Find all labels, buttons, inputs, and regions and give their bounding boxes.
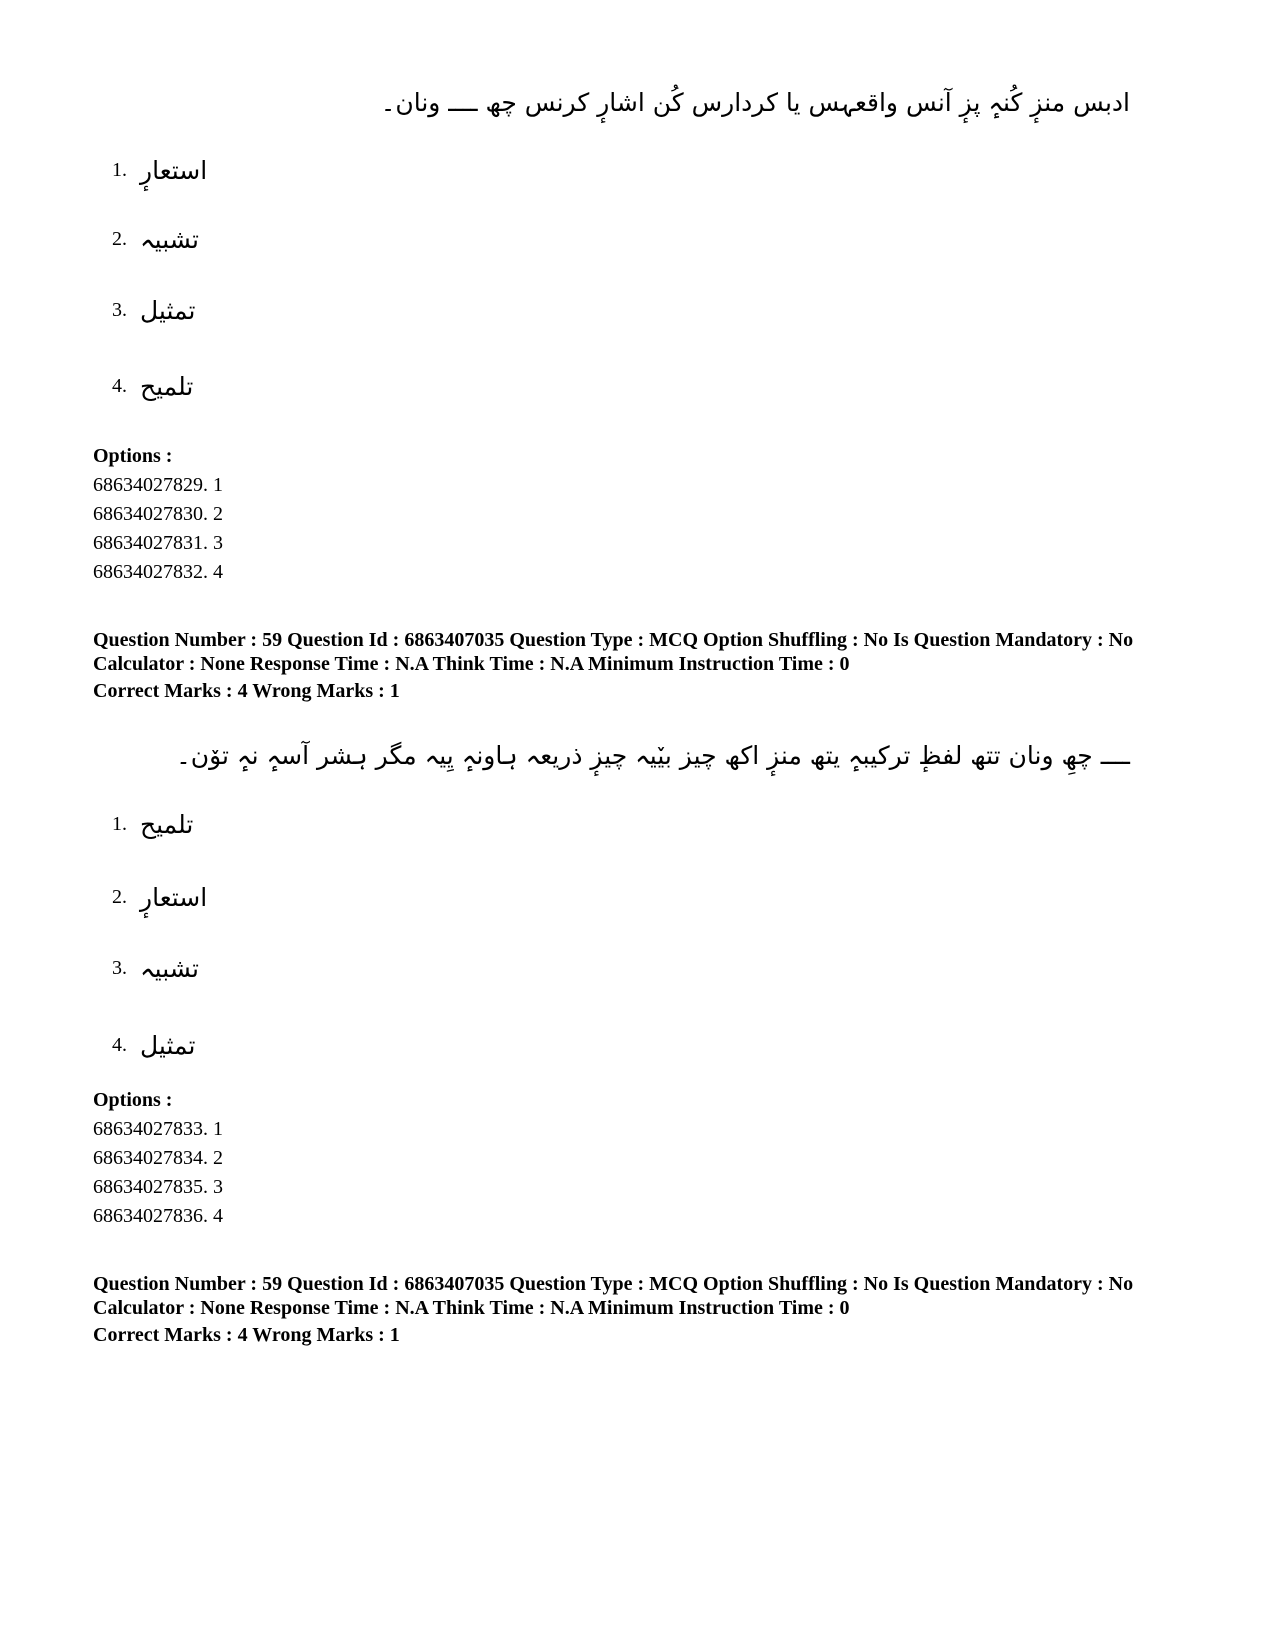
option-line: 68634027835. 3 — [93, 1176, 223, 1198]
option-line: 68634027829. 1 — [93, 474, 223, 496]
choice-text: تلمیح — [140, 371, 194, 401]
choice-number: 3. — [112, 956, 127, 979]
marks-line: Correct Marks : 4 Wrong Marks : 1 — [93, 1324, 400, 1346]
choice-item — [112, 948, 199, 988]
choice-number: 1. — [112, 812, 127, 835]
choice-text: تلمیح — [140, 809, 194, 839]
choice-item — [112, 804, 193, 844]
choice-number: 2. — [112, 885, 127, 908]
option-line: 68634027834. 2 — [93, 1147, 223, 1169]
marks-line: Correct Marks : 4 Wrong Marks : 1 — [93, 680, 400, 702]
question-metadata: Question Number : 59 Question Id : 6863407035 Question Type : MCQ Option Shuffling : No Is Question Mandatory : No Calculator : None Response Time : N.A Think Time : N.A Minimum Instruction Time : 0 — [93, 629, 1134, 675]
choice-text: تشبیہ — [140, 224, 199, 254]
choice-item — [112, 219, 199, 259]
choice-number: 3. — [112, 298, 127, 321]
choice-number: 4. — [112, 374, 127, 397]
choice-text: استعارٕ — [140, 155, 208, 185]
choice-number: 1. — [112, 158, 127, 181]
options-heading: Options : — [93, 1089, 173, 1111]
choice-text: تمثیل — [140, 295, 196, 325]
choice-item — [112, 1025, 195, 1065]
option-line: 68634027830. 2 — [93, 503, 223, 525]
choice-item — [112, 150, 207, 190]
question-text-urdu: ادبس منزٕ کُنہٕ پزٕ آنس واقعہس یا کردارس کُن اشارٕ کرنس چھ ــــ ونان۔ — [380, 88, 1130, 117]
choice-item — [112, 290, 195, 330]
question-metadata: Question Number : 59 Question Id : 6863407035 Question Type : MCQ Option Shuffling : No Is Question Mandatory : No Calculator : None Response Time : N.A Think Time : N.A Minimum Instruction Time : 0 — [93, 1273, 1134, 1319]
options-heading: Options : — [93, 445, 173, 467]
option-line: 68634027836. 4 — [93, 1205, 223, 1227]
choice-number: 4. — [112, 1033, 127, 1056]
choice-text: تمثیل — [140, 1030, 196, 1060]
question-text-urdu: ــــ چھِ ونان تتھ لفظٕ ترکیبہٕ یتھ منزٕ اکھ چیز بیٚیہ چیزٕ ذریعہ ہاونہٕ یِیہ مگر ہشر آسہٕ نہٕ توٚن۔ — [176, 741, 1130, 770]
option-line: 68634027832. 4 — [93, 561, 223, 583]
choice-number: 2. — [112, 227, 127, 250]
option-line: 68634027833. 1 — [93, 1118, 223, 1140]
choice-text: تشبیہ — [140, 953, 199, 983]
choice-item — [112, 877, 207, 917]
choice-text: استعارٕ — [140, 882, 208, 912]
option-line: 68634027831. 3 — [93, 532, 223, 554]
choice-item — [112, 366, 193, 406]
